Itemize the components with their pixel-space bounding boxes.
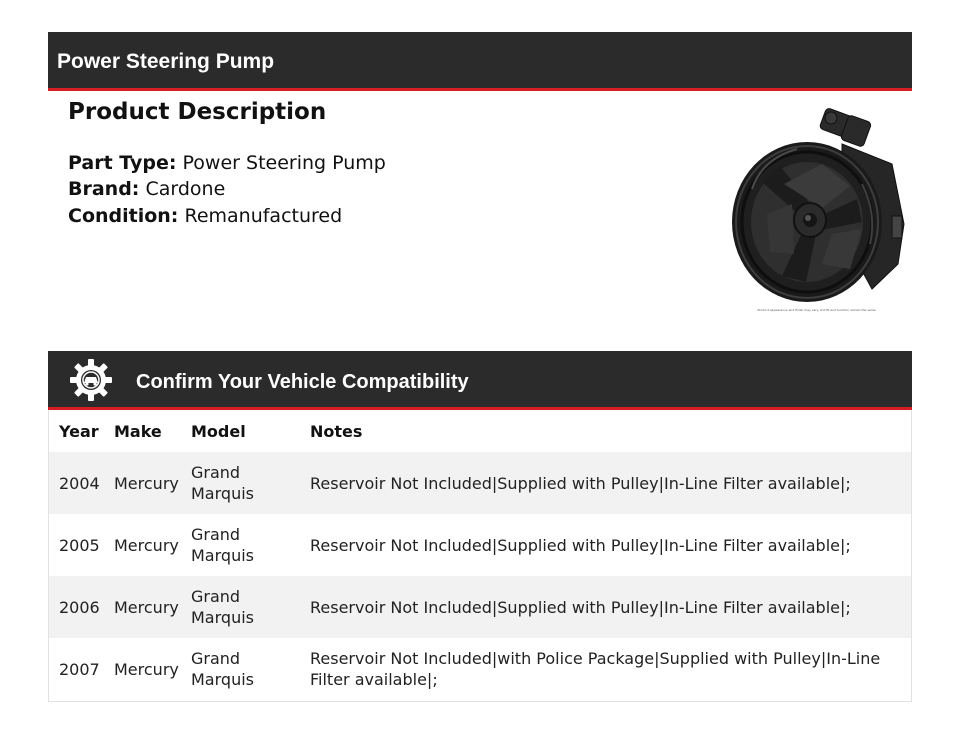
spec-brand	[68, 177, 225, 201]
cell-year: 2006	[49, 576, 104, 638]
cell-notes: Reservoir Not Included|Supplied with Pulley|In-Line Filter available|;	[300, 452, 911, 514]
description-heading: Product Description	[68, 99, 327, 125]
product-image	[722, 104, 908, 316]
cell-model: Grand Marquis	[181, 638, 300, 700]
compatibility-title: Confirm Your Vehicle Compatibility	[136, 371, 469, 393]
gear-car-icon	[69, 358, 113, 402]
product-image-caption: Product appearance and finish may vary, but fit and function remain the same.	[757, 308, 877, 312]
cell-model: Grand Marquis	[181, 576, 300, 638]
spec-label: Part Type:	[68, 152, 177, 174]
table-row	[49, 514, 911, 576]
table-header-row	[49, 410, 911, 452]
cell-year: 2005	[49, 514, 104, 576]
cell-notes: Reservoir Not Included|Supplied with Pulley|In-Line Filter available|;	[300, 514, 911, 576]
compatibility-table	[48, 410, 912, 702]
cell-model: Grand Marquis	[181, 452, 300, 514]
spec-label: Condition:	[68, 205, 179, 227]
column-header-make: Make	[114, 421, 162, 441]
cell-notes: Reservoir Not Included|with Police Package|Supplied with Pulley|In-Line Filter available|;	[300, 638, 911, 700]
cell-make: Mercury	[104, 638, 181, 700]
cell-model: Grand Marquis	[181, 514, 300, 576]
cell-notes: Reservoir Not Included|Supplied with Pulley|In-Line Filter available|;	[300, 576, 911, 638]
cell-make: Mercury	[104, 576, 181, 638]
column-header-year: Year	[59, 421, 99, 441]
cell-make: Mercury	[104, 452, 181, 514]
column-header-notes: Notes	[310, 421, 363, 441]
compatibility-title-bar	[48, 351, 912, 410]
product-title: Power Steering Pump	[57, 50, 275, 73]
spec-value: Remanufactured	[184, 205, 343, 227]
spec-condition	[68, 204, 342, 228]
cell-year: 2007	[49, 638, 104, 700]
column-header-model: Model	[191, 421, 246, 441]
spec-part-type	[68, 151, 386, 175]
table-row	[49, 638, 911, 700]
cell-make: Mercury	[104, 514, 181, 576]
cell-year: 2004	[49, 452, 104, 514]
spec-label: Brand:	[68, 178, 140, 200]
spec-value: Power Steering Pump	[182, 152, 386, 174]
table-row	[49, 452, 911, 514]
spec-value: Cardone	[145, 178, 226, 200]
table-row	[49, 576, 911, 638]
power-steering-pump-photo	[722, 104, 908, 316]
product-title-bar	[48, 32, 912, 91]
